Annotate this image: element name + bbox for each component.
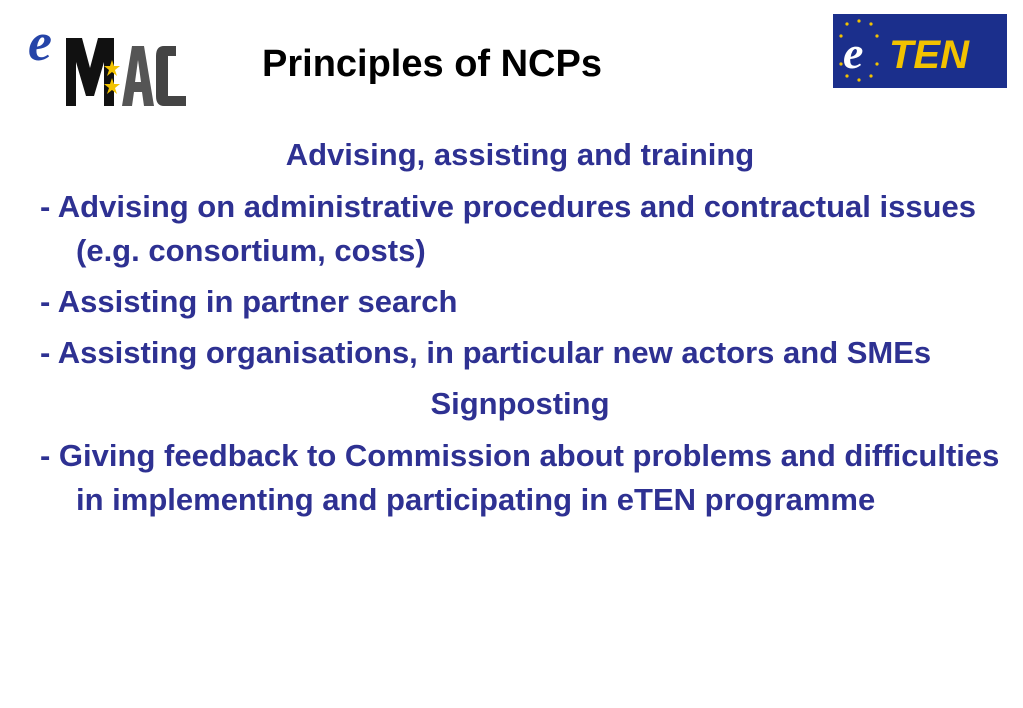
svg-text:e: e bbox=[28, 16, 52, 72]
slide-body bbox=[40, 133, 1000, 529]
bullet-item: - Assisting organisations, in particular new actors and SMEs bbox=[40, 335, 932, 370]
bullet-item: - Giving feedback to Commission about problems and difficulties in implementing and participating in eTEN programme bbox=[40, 438, 1000, 517]
bullet-item: - Assisting in partner search bbox=[40, 284, 458, 319]
svg-text:e: e bbox=[843, 27, 864, 78]
eten-logo bbox=[833, 14, 1007, 88]
bullet-item: - Advising on administrative procedures and contractual issues (e.g. consortium, costs) bbox=[40, 189, 976, 268]
emac-logo bbox=[26, 16, 192, 108]
svg-text:TEN: TEN bbox=[889, 33, 969, 77]
section-heading: Advising, assisting and training bbox=[285, 137, 755, 172]
slide-title: Principles of NCPs bbox=[262, 43, 602, 85]
section-heading: Signposting bbox=[430, 386, 610, 421]
